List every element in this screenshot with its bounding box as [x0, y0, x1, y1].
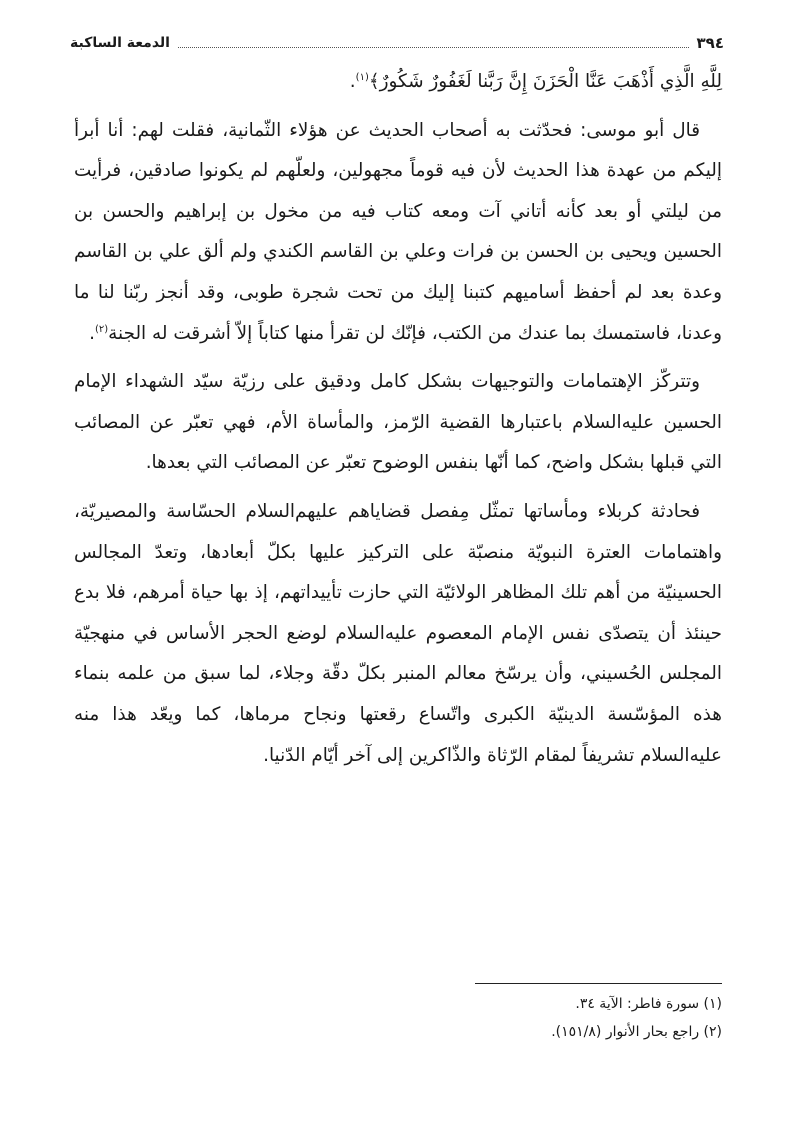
- running-header: [70, 34, 724, 52]
- quran-verse-line: [74, 62, 722, 103]
- page-number: ٣٩٤: [696, 34, 724, 52]
- footnote-ref-2: (٢): [94, 323, 109, 335]
- running-title: الدمعة الساكبة: [70, 35, 170, 51]
- paragraph-karbala: فحادثة كربلاء ومأساتها تمثّل مِفصل قضاياهم عليهم‌السلام الحسّاسة والمصيريّة، واهتمامات العترة النبويّة منصبّة على التركيز عليها بكلّ أبعادها، وتعدّ المجالس الحسينيّة من أهم تلك المظاهر الولائيّة التي حازت تأييداتهم، إذ بها حياة أمرهم، فلا بدع حينئذ أن يتصدّى نفس الإمام المعصوم عليه‌السلام لوضع الحجر الأساس في منهجيّة المجلس الحُسيني، وأن يرسّخ معالم المنبر بكلّ دقّة وجلاء، لما سبق من علمه بنماء هذه المؤسّسة الدينيّة الكبرى واتّساع رقعتها ونجاح مرماها، كما ويعّد هذا منه عليه‌السلام تشريفاً لمقام الرّثاة والذّاكرين إلى آخر أيّام الدّنيا.: [74, 500, 722, 766]
- footnote-divider: [475, 983, 722, 984]
- paragraph-abu-musa: [74, 111, 722, 355]
- footnote-ref-1: (١): [355, 71, 369, 83]
- paragraph-focus: وتتركّز الإهتمامات والتوجيهات بشكل كامل ودقيق على رزيّة سيّد الشهداء الإمام الحسين عليه‌السلام باعتبارها القضية الرّمز، والمأساة الأم، فهي تعبّر عن المصائب التي قبلها بشكل واضح، كما أنّها بنفس الوضوح تعبّر عن المصائب التي بعدها.: [74, 371, 722, 474]
- footnote-2: (٢) راجع بحار الأنوار (١٥١/٨).: [551, 1024, 722, 1040]
- main-text: [74, 62, 722, 776]
- paragraph-end-dot: .: [89, 322, 95, 344]
- paragraph-abu-musa-text: قال أبو موسى: فحدّثت به أصحاب الحديث عن هؤلاء الثّمانية، فقلت لهم: أنا أبرأ إليكم من عهدة هذا الحديث لأن فيه قوماً مجهولين، ولعلّهم لم يكونوا صادقين، فرأيت من ليلتي أو بعد كأنه أتاني آت ومعه كتاب فيه من مخول بن إبراهيم والحسن بن الحسين ويحيى بن الحسن بن فرات وعلي بن القاسم الكندي ولم ألق علي بن القاسم وعدة بعد لم أحفظ أساميهم كتبنا إليك من تحت شجرة طوبى، وقد أنجز ربّنا لنا ما وعدنا، فاستمسك بما عندك من الكتب، فإنّك لن تقرأ منها كتاباً إلاّ أشرقت له الجنة: [74, 119, 722, 344]
- footnotes: [300, 990, 722, 1046]
- quran-verse: لِلَّهِ الَّذِي أَذْهَبَ عَنَّا الْحَزَنَ إِنَّ رَبَّنا لَغَفُورٌ شَكُورٌ﴾: [368, 71, 722, 92]
- dotted-leader: [178, 47, 689, 48]
- verse-end-dot: .: [349, 71, 356, 92]
- footnote-1: (١) سورة فاطر: الآية ٣٤.: [575, 996, 722, 1012]
